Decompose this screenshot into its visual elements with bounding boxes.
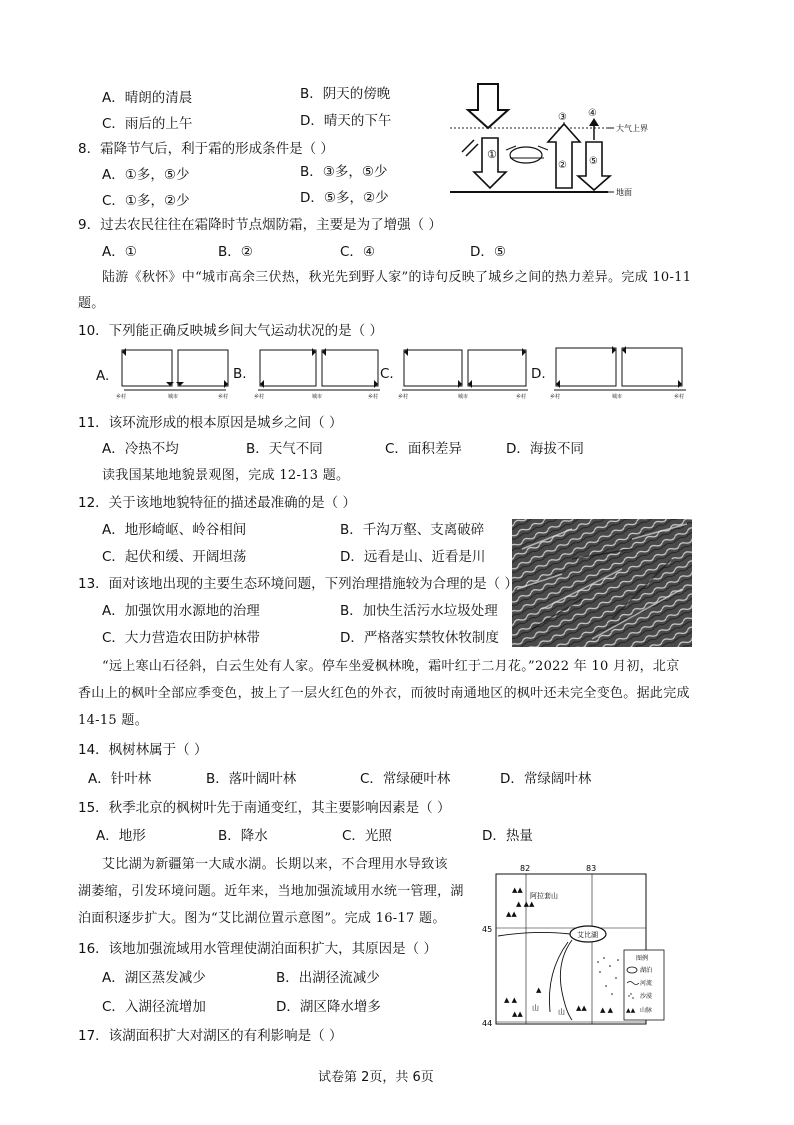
q15-stem: 15．秋季北京的枫树叶先于南通变红，其主要影响因素是（ ） bbox=[78, 800, 451, 816]
svg-text:▲▲: ▲▲ bbox=[512, 886, 523, 894]
q9-option-b[interactable]: B．② bbox=[218, 244, 253, 260]
intro-14-15-line3: 14-15 题。 bbox=[78, 713, 149, 728]
q11-option-d[interactable]: D．海拔不同 bbox=[506, 441, 584, 457]
q10c-label-3: 乡村 bbox=[516, 394, 527, 400]
cloud-icon bbox=[510, 147, 542, 163]
q12-option-b[interactable]: B．千沟万壑、支离破碎 bbox=[340, 522, 485, 538]
q12-option-a[interactable]: A．地形崎岖、岭谷相间 bbox=[102, 522, 247, 538]
num-3-label: ③ bbox=[558, 112, 567, 123]
q10a-label-3: 乡村 bbox=[218, 394, 229, 400]
q16-stem: 16．该地加强流域用水管理使湖泊面积扩大，其原因是（ ） bbox=[78, 941, 437, 957]
q14-stem: 14．枫树林属于（ ） bbox=[78, 742, 208, 758]
q15-option-a[interactable]: A．地形 bbox=[96, 828, 146, 844]
q12-stem: 12．关于该地地貌特征的描述最准确的是（ ） bbox=[78, 495, 356, 511]
arrow-1 bbox=[474, 138, 506, 188]
mountain-south-label-2: 山 bbox=[558, 1008, 565, 1016]
q10b-label-2: 城市 bbox=[312, 394, 323, 400]
intro-16-17-line3: 泊面积逐步扩大。图为“艾比湖位置示意图”。完成 16-17 题。 bbox=[78, 911, 446, 926]
page-footer: 试卷第 2页，共 6页 bbox=[318, 1070, 434, 1085]
q8-option-a[interactable]: A．①多，⑤少 bbox=[102, 167, 190, 183]
q10-option-c-label[interactable]: C. bbox=[380, 366, 394, 382]
arrow-2-3 bbox=[548, 124, 580, 188]
landform-photo bbox=[512, 519, 692, 647]
q10b-label-3: 乡村 bbox=[368, 394, 379, 400]
q11-option-b[interactable]: B．天气不同 bbox=[246, 441, 323, 457]
q11-option-c[interactable]: C．面积差异 bbox=[385, 441, 462, 457]
q10d-label-3: 乡村 bbox=[674, 394, 685, 400]
q13-option-b[interactable]: B．加快生活污水垃圾处理 bbox=[340, 603, 498, 619]
intro-10-11-line1: 陆游《秋怀》中“城市高余三伏热，秋光先到野人家”的诗句反映了城乡之间的热力差异。完成 10-11 bbox=[102, 270, 692, 285]
aibi-lake-map bbox=[476, 862, 672, 1032]
lon-82-label: 82 bbox=[520, 864, 531, 873]
svg-text:▲ ▲: ▲ ▲ bbox=[504, 996, 517, 1004]
q10-diagram-b[interactable] bbox=[254, 344, 384, 400]
intro-16-17-line1: 艾比湖为新疆第一大咸水湖。长期以来，不合理用水导致该 bbox=[102, 857, 448, 872]
num-4-label: ④ bbox=[588, 108, 597, 119]
svg-text:▲ ▲: ▲ ▲ bbox=[600, 1006, 613, 1014]
q8-option-b[interactable]: B．③多，⑤少 bbox=[300, 164, 388, 180]
q10-option-d-label[interactable]: D. bbox=[531, 366, 546, 382]
svg-text:▲▲: ▲▲ bbox=[506, 910, 517, 918]
q7-option-a[interactable]: A．晴朗的清晨 bbox=[102, 90, 193, 106]
lon-83-label: 83 bbox=[586, 864, 597, 873]
legend-lake: 湖泊 bbox=[640, 967, 653, 974]
q8-stem: 8．霜降节气后，利于霜的形成条件是（ ） bbox=[78, 141, 334, 157]
q13-option-d[interactable]: D．严格落实禁牧休牧制度 bbox=[340, 630, 499, 646]
q9-stem: 9．过去农民往往在霜降时节点烟防霜，主要是为了增强（ ） bbox=[78, 217, 442, 233]
q10-stem: 10．下列能正确反映城乡间大气运动状况的是（ ） bbox=[78, 323, 383, 339]
num-1-label: ① bbox=[487, 148, 497, 161]
q15-option-c[interactable]: C．光照 bbox=[342, 828, 392, 844]
lat-44-label: 44 bbox=[482, 1019, 493, 1028]
q10a-label-1: 乡村 bbox=[116, 394, 127, 400]
intro-16-17-line2: 湖萎缩，引发环境问题。近年来，当地加强流域用水统一管理，湖 bbox=[78, 884, 464, 899]
q13-option-a[interactable]: A．加强饮用水源地的治理 bbox=[102, 603, 260, 619]
legend-mountain: 山脉 bbox=[640, 1007, 653, 1014]
svg-text:▲ ▲▲: ▲ ▲▲ bbox=[516, 900, 535, 908]
q10-diagram-c[interactable] bbox=[398, 342, 532, 400]
lake-label: 艾比湖 bbox=[577, 931, 598, 939]
q13-option-c[interactable]: C．大力营造农田防护林带 bbox=[102, 630, 260, 646]
legend-title: 图例 bbox=[636, 955, 649, 962]
q8-option-d[interactable]: D．⑤多，②少 bbox=[300, 190, 389, 206]
q11-option-a[interactable]: A．冷热不均 bbox=[102, 441, 179, 457]
atmosphere-heat-diagram bbox=[448, 80, 688, 205]
desert-symbols bbox=[597, 957, 619, 995]
legend-river: 河流 bbox=[640, 980, 653, 987]
q17-stem: 17．该湖面积扩大对湖区的有利影响是（ ） bbox=[78, 1028, 343, 1044]
solar-radiation-arrow bbox=[468, 84, 508, 128]
q14-option-a[interactable]: A．针叶林 bbox=[88, 771, 152, 787]
q10-diagram-d[interactable] bbox=[550, 340, 690, 400]
q16-option-a[interactable]: A．湖区蒸发减少 bbox=[102, 970, 206, 986]
q15-option-d[interactable]: D．热量 bbox=[482, 828, 533, 844]
svg-text:▲: ▲ bbox=[536, 986, 542, 994]
intro-14-15-line2: 香山上的枫叶全部应季变色，披上了一层火红色的外衣，而彼时南通地区的枫叶还未完全变色。据此完成 bbox=[78, 686, 690, 701]
q8-option-c[interactable]: C．①多，②少 bbox=[102, 193, 190, 209]
svg-text:▲▲: ▲▲ bbox=[512, 1010, 523, 1018]
num-5-label: ⑤ bbox=[589, 156, 598, 167]
q7-option-d[interactable]: D．晴天的下午 bbox=[300, 113, 392, 129]
q10c-label-2: 城市 bbox=[458, 394, 469, 400]
svg-text:▲▲: ▲▲ bbox=[576, 1004, 587, 1012]
q10-option-a-label[interactable]: A. bbox=[96, 368, 110, 384]
q7-option-c[interactable]: C．雨后的上午 bbox=[102, 116, 193, 132]
q14-option-d[interactable]: D．常绿阔叶林 bbox=[500, 771, 592, 787]
q11-stem: 11．该环流形成的根本原因是城乡之间（ ） bbox=[78, 415, 343, 431]
q10c-label-1: 乡村 bbox=[398, 394, 409, 400]
q12-option-d[interactable]: D．远看是山、近看是川 bbox=[340, 549, 486, 565]
q10-option-b-label[interactable]: B. bbox=[233, 366, 247, 382]
q12-option-c[interactable]: C．起伏和缓、开阔坦荡 bbox=[102, 549, 247, 565]
q10a-label-2: 城市 bbox=[168, 394, 179, 400]
q16-option-d[interactable]: D．湖区降水增多 bbox=[276, 999, 381, 1015]
q10b-label-1: 乡村 bbox=[254, 394, 265, 400]
q9-option-a[interactable]: A．① bbox=[102, 244, 137, 260]
lat-45-label: 45 bbox=[482, 925, 493, 934]
q13-stem: 13．面对该地出现的主要生态环境问题，下列治理措施较为合理的是（ ） bbox=[78, 576, 518, 592]
q9-option-d[interactable]: D．⑤ bbox=[470, 244, 506, 260]
intro-12-13: 读我国某地地貌景观图，完成 12-13 题。 bbox=[102, 468, 350, 483]
q15-option-b[interactable]: B．降水 bbox=[218, 828, 268, 844]
legend-desert: 沙漠 bbox=[640, 993, 653, 1000]
q10d-label-2: 城市 bbox=[612, 394, 623, 400]
mountain-symbols-north bbox=[506, 886, 535, 918]
svg-text:▲▲: ▲▲ bbox=[626, 1007, 636, 1014]
q16-option-c[interactable]: C．入湖径流增加 bbox=[102, 999, 206, 1015]
num-2-label: ② bbox=[558, 160, 567, 171]
ground-label: 地面 bbox=[616, 188, 632, 197]
q10d-label-1: 乡村 bbox=[550, 394, 561, 400]
q9-option-c[interactable]: C．④ bbox=[340, 244, 376, 260]
q14-option-b[interactable]: B．落叶阔叶林 bbox=[206, 771, 297, 787]
q10-diagram-a[interactable] bbox=[114, 344, 234, 400]
intro-14-15-line1: “远上寒山石径斜，白云生处有人家。停车坐爱枫林晚，霜叶红于二月花。”2022 年 10 月初，北京 bbox=[102, 659, 680, 674]
q16-option-b[interactable]: B．出湖径流减少 bbox=[276, 970, 380, 986]
mountain-north-label: 阿拉套山 bbox=[530, 892, 558, 900]
q14-option-c[interactable]: C．常绿硬叶林 bbox=[360, 771, 451, 787]
intro-10-11-line2: 题。 bbox=[78, 296, 105, 311]
mountain-south-label-1: 山 bbox=[532, 1004, 539, 1012]
q7-option-b[interactable]: B．阴天的傍晚 bbox=[300, 86, 391, 102]
atmosphere-top-label: 大气上界 bbox=[616, 124, 648, 133]
